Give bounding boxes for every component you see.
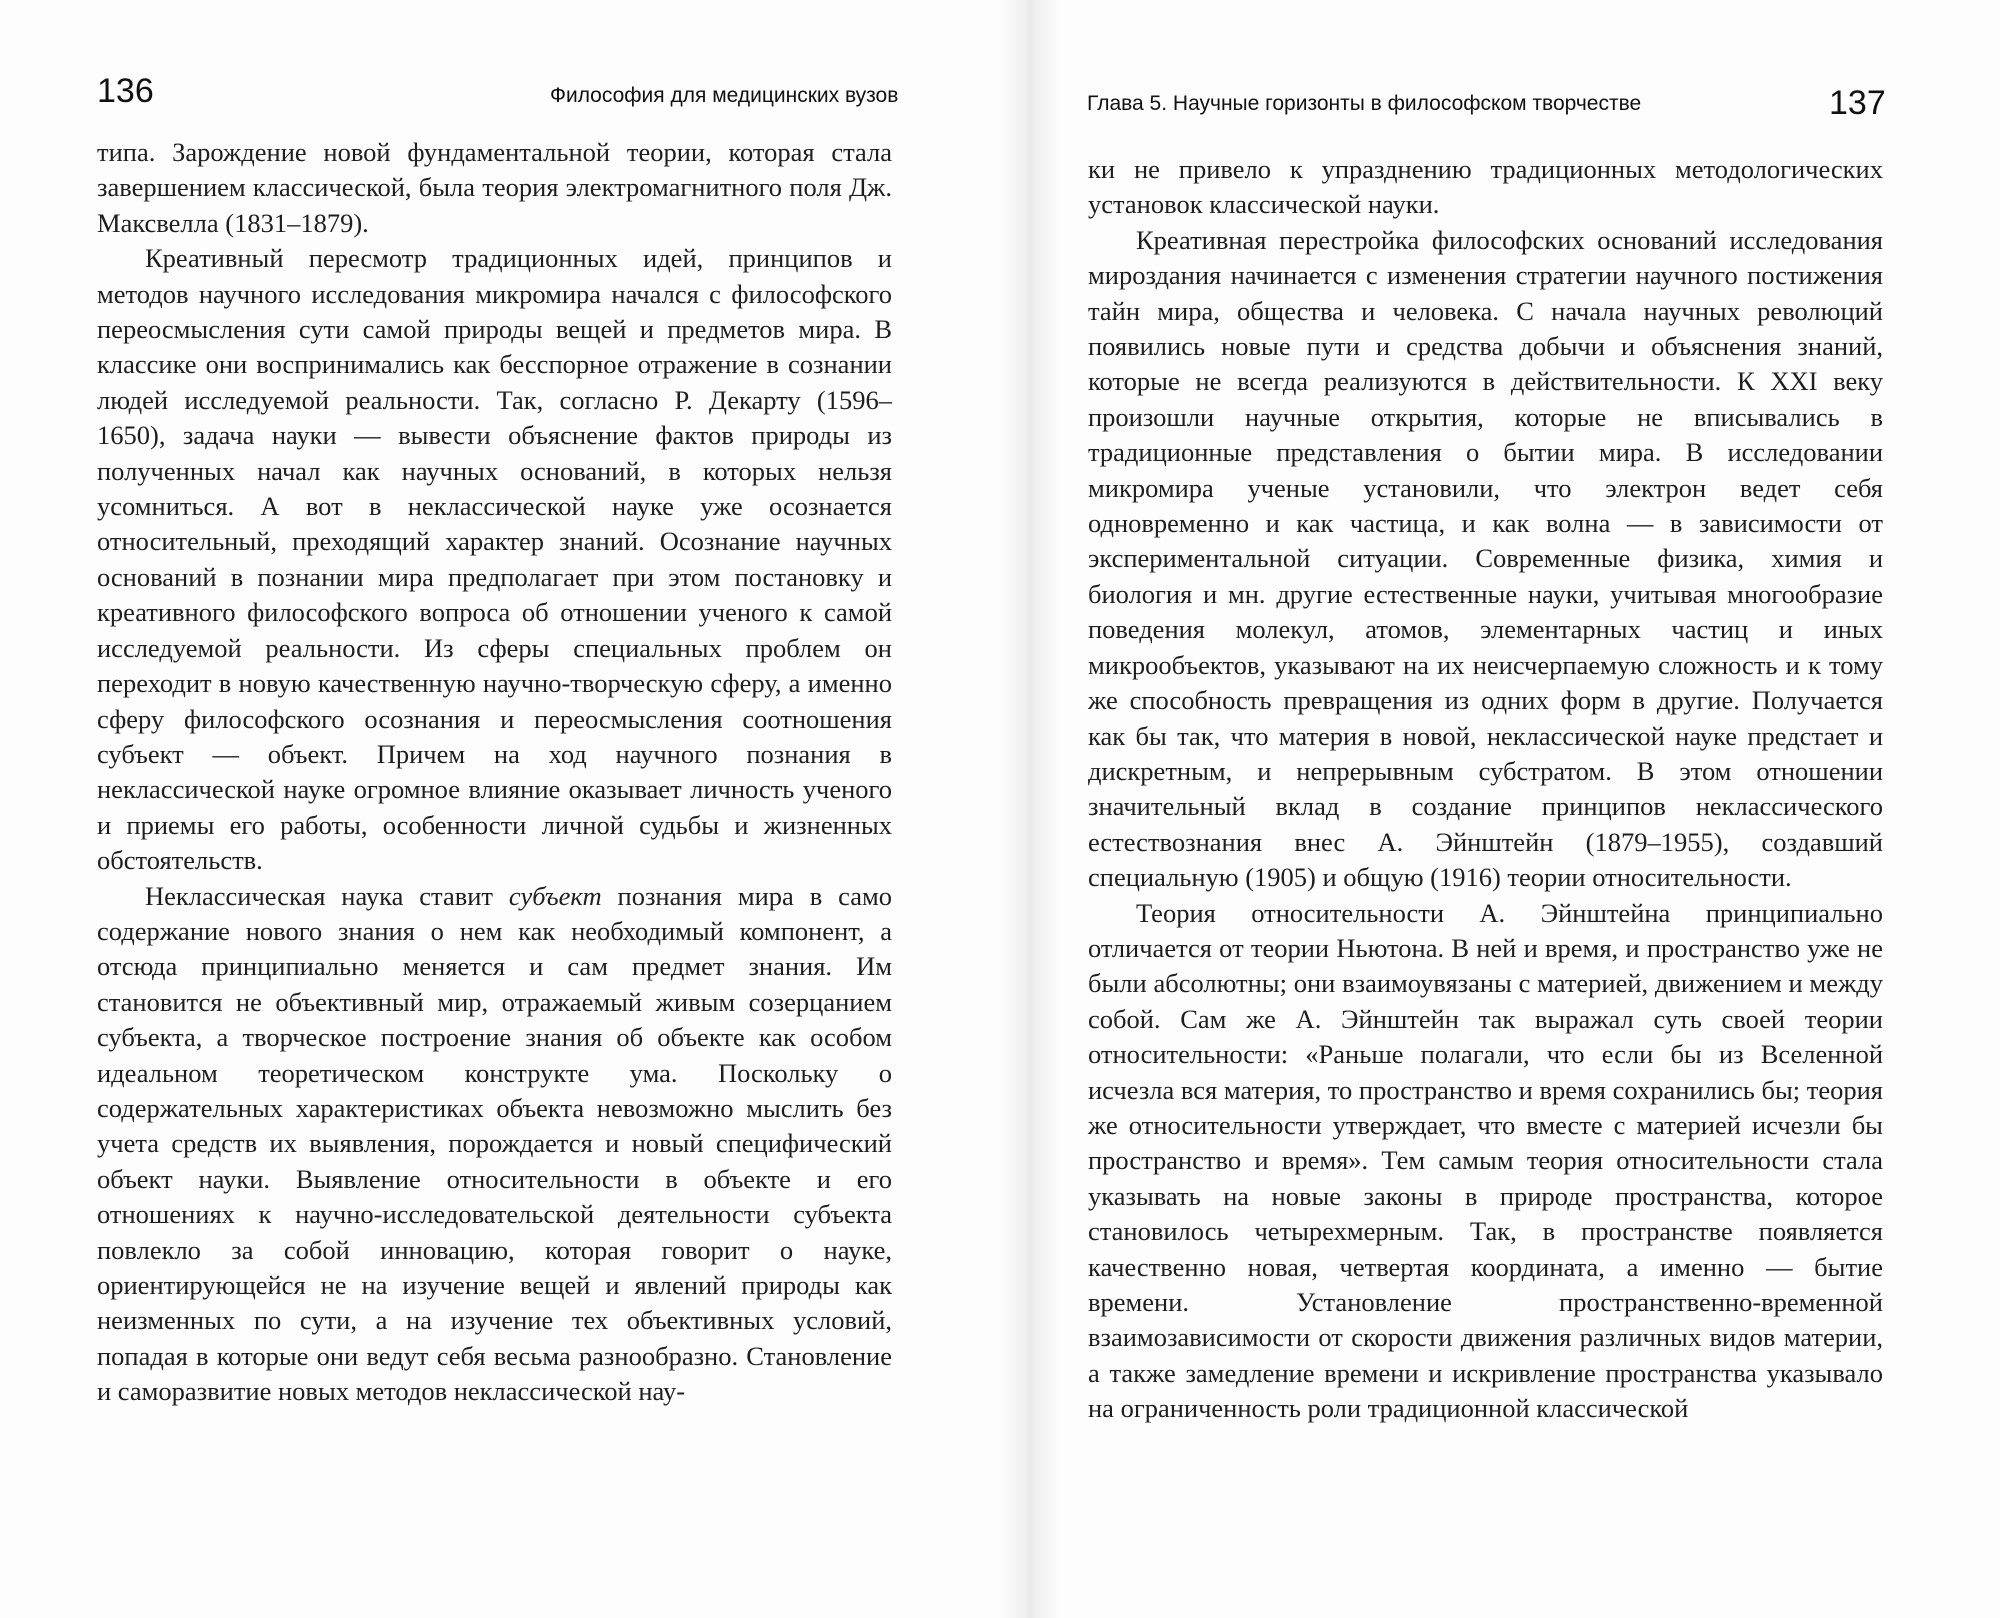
paragraph: типа. Зарождение новой фундаментальной теории, которая стала завершением классической, была теория электромагнитного поля Дж. Максвелла (1831–1879). [97, 137, 892, 238]
page-body [97, 135, 892, 1410]
page-body [1088, 152, 1883, 1427]
running-header: Философия для медицинских вузов [550, 84, 899, 107]
paragraph: Неклассическая наука ставит субъект познания мира в само содержание нового знания о нем как необходимый компонент, а отсюда принципиально меняется и сам предмет знания. Им становится не объективный мир, отражаемый живым созерцанием субъекта, а творческое построение знания об объекте как особом идеальном теоретическом конструкте ума. Поскольку о содержательных характеристиках объекта невозможно мыслить без учета средств их выявления, порождается и новый специфический объект науки. Выявление относительности в объекте и его отношениях к научно-исследовательской деятельности субъекта повлекло за собой инновацию, которая говорит о науке, ориентирующейся не на изучение вещей и явлений природы как неизменных по сути, а на изучение тех объективных условий, попадая в которые они ведут себя весьма разнообразно. Становление и саморазвитие новых методов неклассической нау- [97, 880, 892, 1407]
page-number: 137 [1829, 84, 1886, 122]
paragraph: ки не привело к упразднению традиционных методологических установок классической науки. [1088, 154, 1883, 220]
running-header: Глава 5. Научные горизонты в философском творчестве [1087, 92, 1642, 115]
emphasized-term: субъект [508, 880, 602, 911]
paragraph: Креативная перестройка философских оснований исследования мироздания начинается с изменения стратегии научного постижения тайн мира, общества и человека. С начала научных революций появились новые пути и средства добычи и объяснения знаний, которые не всегда реализуются в действительности. К XXI веку произошли научные открытия, которые не вписывались в традиционные представления о бытии мира. В исследовании микромира ученые установили, что электрон ведет себя одновременно и как частица, и как волна — в зависимости от экспериментальной ситуации. Современные физика, химия и биология и мн. другие естественные науки, учитывая многообразие поведения молекул, атомов, элементарных частиц и иных микрообъектов, указывают на их неисчерпаемую сложность и к тому же способность превращения из одних форм в другие. Получается как бы так, что материя в новой, неклассической науке предстает и дискретным, и непрерывным субстратом. В этом отношении значительный вклад в создание принципов неклассического естествознания внес А. Эйнштейн (1879–1955), создавший специальную (1905) и общую (1916) теории относительности. [1088, 224, 1883, 893]
right-page [1000, 0, 2000, 1618]
paragraph: Теория относительности А. Эйнштейна принципиально отличается от теории Ньютона. В ней и время, и пространство уже не были абсолютны; они взаимоувязаны с материей, движением и между собой. Сам же А. Эйнштейн так выражал суть своей теории относительности: «Раньше полагали, что если бы из Вселенной исчезла вся материя, то пространство и время сохранились бы; теория же относительности утверждает, что вместе с материей исчезли бы пространство и время». Тем самым теория относительности стала указывать на новые законы в природе пространства, которое становилось четырехмерным. Так, в пространстве появляется качественно новая, четвертая координата, а именно — бытие времени. Установление пространственно-временной взаимозависимости от скорости движения различных видов материи, а также замедление времени и искривление пространства указывало на ограниченность роли традиционной классической [1088, 897, 1883, 1424]
paragraph: Креативный пересмотр традиционных идей, принципов и методов научного исследования микромира начался с философского переосмысления сути самой природы вещей и предметов мира. В классике они воспринимались как бесспорное отражение в сознании людей исследуемой реальности. Так, согласно Р. Декарту (1596–1650), задача науки — вывести объяснение фактов природы из полученных начал как научных оснований, в которых нельзя усомниться. А вот в неклассической науке уже осознается относительный, преходящий характер знаний. Осознание научных оснований в познании мира предполагает при этом постановку и креативного философского вопроса об отношении ученого к самой исследуемой реальности. Из сферы специальных проблем он переходит в новую качественную научно-творческую сферу, а именно сферу философского осознания и переосмысления соотношения субъект — объект. Причем на ход научного познания в неклассической науке огромное влияние оказывает личность ученого и приемы его работы, особенности личной судьбы и жизненных обстоятельств. [97, 243, 892, 876]
page-number: 136 [97, 72, 154, 110]
